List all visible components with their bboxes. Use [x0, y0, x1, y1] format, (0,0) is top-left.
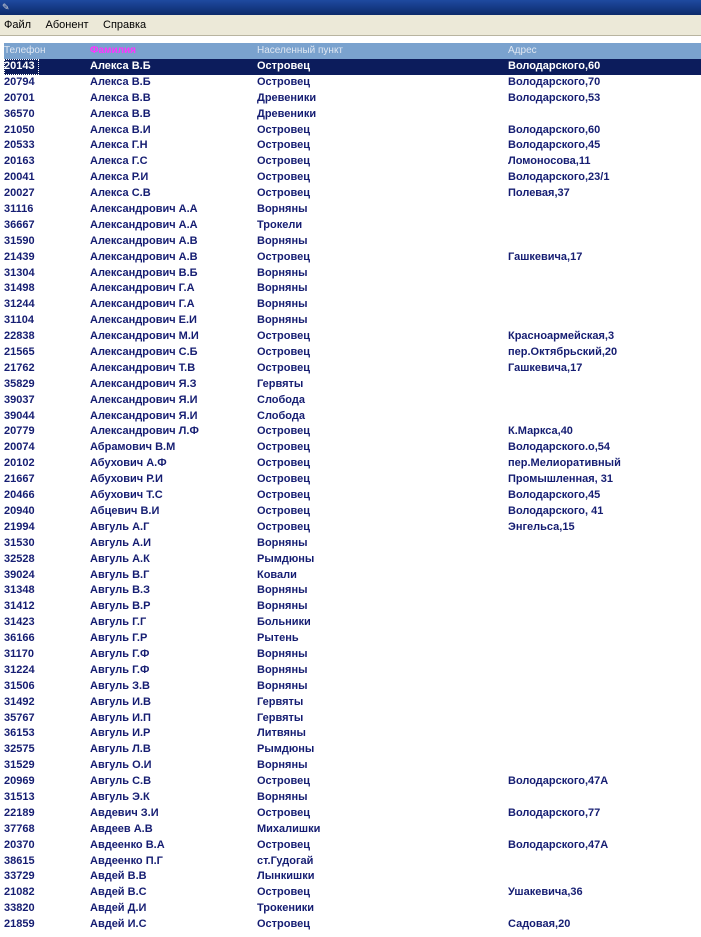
table-row[interactable] — [4, 758, 701, 774]
cell-locality: Трокели — [257, 218, 303, 231]
cell-surname: Алекса В.Б — [90, 60, 151, 72]
table-row[interactable] — [4, 599, 701, 615]
cell-address: Володарского,60 — [508, 60, 601, 72]
menu-bar — [0, 15, 701, 36]
cell-phone: 33820 — [4, 902, 35, 915]
table-row[interactable] — [4, 568, 701, 584]
cell-locality: Гервяты — [257, 695, 304, 708]
cell-locality: Островец — [257, 520, 310, 533]
cell-surname: Абухович Т.С — [90, 489, 163, 502]
table-body — [4, 59, 701, 933]
cell-surname: Александрович Я.З — [90, 377, 197, 390]
cell-locality: ст.Гудогай — [257, 854, 314, 867]
cell-locality: Ворняны — [257, 282, 308, 295]
table-row[interactable] — [4, 679, 701, 695]
table-row[interactable] — [4, 297, 701, 313]
cell-locality: Островец — [257, 60, 310, 72]
table-row[interactable] — [4, 170, 701, 186]
cell-phone: 20163 — [4, 155, 35, 168]
cell-locality: Литвяны — [257, 727, 306, 740]
cell-surname: Александрович Г.А — [90, 282, 195, 295]
table-row[interactable] — [4, 234, 701, 250]
cell-locality: Трокеники — [257, 902, 315, 915]
cell-locality: Ковали — [257, 568, 297, 581]
table-row[interactable] — [4, 726, 701, 742]
cell-surname: Авдей Д.И — [90, 902, 147, 915]
cell-phone: 21439 — [4, 250, 35, 263]
table-row[interactable] — [4, 59, 701, 75]
cell-address: Садовая,20 — [508, 918, 571, 931]
cell-surname: Авгуль И.П — [90, 711, 151, 724]
table-row[interactable] — [4, 615, 701, 631]
cell-surname: Александрович А.В — [90, 234, 198, 247]
table-row[interactable] — [4, 774, 701, 790]
table-row[interactable] — [4, 552, 701, 568]
table-row[interactable] — [4, 154, 701, 170]
cell-surname: Александрович Е.И — [90, 314, 197, 327]
cell-address: Красноармейская,3 — [508, 330, 615, 343]
cell-locality: Древеники — [257, 107, 317, 120]
table-row[interactable] — [4, 695, 701, 711]
cell-address: Володарского,70 — [508, 75, 601, 88]
table-row[interactable] — [4, 313, 701, 329]
cell-address: К.Маркса,40 — [508, 425, 573, 438]
cell-phone: 20533 — [4, 139, 35, 152]
cell-phone: 21082 — [4, 886, 35, 899]
cell-locality: Ворняны — [257, 647, 308, 660]
cell-surname: Алекса В.Б — [90, 75, 151, 88]
cell-address: Володарского,60 — [508, 123, 601, 136]
cell-address: Володарского, 41 — [508, 504, 604, 517]
cell-phone: 31304 — [4, 266, 35, 279]
cell-surname: Алекса Г.С — [90, 155, 148, 168]
cell-phone: 31423 — [4, 616, 35, 629]
table-row[interactable] — [4, 202, 701, 218]
cell-phone: 31244 — [4, 298, 35, 311]
cell-phone: 36166 — [4, 632, 35, 645]
table-row[interactable] — [4, 647, 701, 663]
table-row[interactable] — [4, 504, 701, 520]
cell-surname: Александрович Я.И — [90, 409, 198, 422]
table-row[interactable] — [4, 488, 701, 504]
cell-locality: Островец — [257, 75, 310, 88]
cell-locality: Ворняны — [257, 266, 308, 279]
cell-locality: Ворняны — [257, 536, 308, 549]
cell-address: пер.Октябрьский,20 — [508, 346, 618, 359]
cell-surname: Александрович С.Б — [90, 346, 198, 359]
table-row[interactable] — [4, 901, 701, 917]
cell-address: Володарского,77 — [508, 806, 601, 819]
cell-locality: Островец — [257, 361, 310, 374]
menu-subscriber[interactable]: Абонент — [45, 19, 89, 31]
cell-phone: 20370 — [4, 838, 35, 851]
table-header — [4, 43, 701, 59]
cell-phone: 36570 — [4, 107, 35, 120]
cell-surname: Абцевич В.И — [90, 504, 160, 517]
table-row[interactable] — [4, 123, 701, 139]
column-header-surname[interactable]: Фамилия — [90, 45, 136, 56]
table-row[interactable] — [4, 409, 701, 425]
cell-locality: Ворняны — [257, 203, 308, 216]
table-row[interactable] — [4, 218, 701, 234]
cell-surname: Авгуль О.И — [90, 759, 152, 772]
cell-address: Энгельса,15 — [508, 520, 575, 533]
cell-locality: Островец — [257, 123, 310, 136]
cell-phone: 31412 — [4, 600, 35, 613]
table-row[interactable] — [4, 250, 701, 266]
cell-surname: Авдевич З.И — [90, 806, 159, 819]
table-row[interactable] — [4, 536, 701, 552]
table-row[interactable] — [4, 885, 701, 901]
cell-phone: 20940 — [4, 504, 35, 517]
table-row[interactable] — [4, 424, 701, 440]
cell-surname: Александрович А.В — [90, 250, 198, 263]
cell-address: Ушакевича,36 — [508, 886, 583, 899]
cell-surname: Авгуль З.В — [90, 679, 150, 692]
cell-locality: Рымдюны — [257, 552, 315, 565]
cell-locality: Ворняны — [257, 298, 308, 311]
cell-locality: Слобода — [257, 409, 305, 422]
cell-phone: 31104 — [4, 314, 34, 327]
cell-phone: 37768 — [4, 822, 35, 835]
cell-surname: Авгуль И.Р — [90, 727, 151, 740]
cell-surname: Авгуль Л.В — [90, 743, 151, 756]
cell-surname: Абрамович В.М — [90, 441, 176, 454]
table-row[interactable] — [4, 393, 701, 409]
cell-phone: 20143 — [4, 59, 39, 75]
subscriber-table — [4, 43, 701, 933]
cell-address: Володарского,47А — [508, 838, 609, 851]
cell-surname: Александрович В.Б — [90, 266, 198, 279]
cell-phone: 31506 — [4, 679, 35, 692]
cell-surname: Авгуль Э.К — [90, 790, 150, 803]
cell-locality: Островец — [257, 457, 310, 470]
cell-surname: Александрович Г.А — [90, 298, 195, 311]
cell-address: Володарского,45 — [508, 139, 601, 152]
cell-locality: Островец — [257, 775, 310, 788]
cell-phone: 20102 — [4, 457, 35, 470]
cell-locality: Ворняны — [257, 600, 308, 613]
table-row[interactable] — [4, 138, 701, 154]
cell-surname: Авгуль В.Г — [90, 568, 150, 581]
cell-phone: 21994 — [4, 520, 35, 533]
cell-locality: Островец — [257, 918, 310, 931]
cell-phone: 32575 — [4, 743, 35, 756]
cell-surname: Алекса В.В — [90, 91, 151, 104]
cell-surname: Авгуль Г.Ф — [90, 663, 150, 676]
cell-locality: Островец — [257, 139, 310, 152]
cell-address: Ломоносова,11 — [508, 155, 591, 168]
cell-surname: Авгуль Г.Г — [90, 616, 147, 629]
cell-locality: Больники — [257, 616, 311, 629]
table-row[interactable] — [4, 281, 701, 297]
cell-surname: Авдеенко В.А — [90, 838, 165, 851]
cell-phone: 20794 — [4, 75, 35, 88]
cell-locality: Ворняны — [257, 679, 308, 692]
table-row[interactable] — [4, 456, 701, 472]
cell-phone: 31498 — [4, 282, 35, 295]
cell-locality: Гервяты — [257, 377, 304, 390]
cell-address: Володарского,53 — [508, 91, 601, 104]
cell-phone: 39037 — [4, 393, 35, 406]
table-row[interactable] — [4, 440, 701, 456]
cell-phone: 20027 — [4, 187, 35, 200]
cell-locality: Островец — [257, 187, 310, 200]
menu-help[interactable]: Справка — [103, 19, 147, 31]
cell-locality: Михалишки — [257, 822, 321, 835]
cell-surname: Авгуль А.И — [90, 536, 151, 549]
cell-phone: 31529 — [4, 759, 35, 772]
cell-locality: Островец — [257, 441, 310, 454]
table-row[interactable] — [4, 790, 701, 806]
cell-phone: 33729 — [4, 870, 35, 883]
cell-surname: Авгуль А.К — [90, 552, 150, 565]
column-header-locality[interactable]: Населенный пункт — [257, 45, 344, 56]
cell-locality: Лынкишки — [257, 870, 315, 883]
cell-surname: Алекса В.В — [90, 107, 151, 120]
table-row[interactable] — [4, 806, 701, 822]
table-row[interactable] — [4, 742, 701, 758]
cell-phone: 20779 — [4, 425, 35, 438]
cell-locality: Ворняны — [257, 314, 308, 327]
cell-surname: Авгуль Г.Ф — [90, 647, 150, 660]
cell-address: Володарского,45 — [508, 489, 601, 502]
table-row[interactable] — [4, 869, 701, 885]
cell-surname: Авгуль В.З — [90, 584, 150, 597]
cell-surname: Абухович А.Ф — [90, 457, 167, 470]
cell-surname: Авгуль И.В — [90, 695, 151, 708]
table-row[interactable] — [4, 472, 701, 488]
cell-phone: 20041 — [4, 171, 35, 184]
cell-locality: Островец — [257, 330, 310, 343]
column-header-phone[interactable]: Телефон — [4, 45, 46, 56]
cell-phone: 31530 — [4, 536, 35, 549]
cell-locality: Ворняны — [257, 584, 308, 597]
cell-locality: Ворняны — [257, 663, 308, 676]
cell-surname: Александрович Я.И — [90, 393, 198, 406]
app-icon: ✎ — [2, 2, 10, 12]
table-row[interactable] — [4, 361, 701, 377]
cell-locality: Рымдюны — [257, 743, 315, 756]
cell-locality: Островец — [257, 250, 310, 263]
table-row[interactable] — [4, 822, 701, 838]
cell-surname: Александрович Т.В — [90, 361, 196, 374]
cell-address: Гашкевича,17 — [508, 250, 583, 263]
cell-phone: 31492 — [4, 695, 35, 708]
cell-surname: Авдей В.В — [90, 870, 147, 883]
cell-phone: 31224 — [4, 663, 35, 676]
cell-locality: Островец — [257, 886, 310, 899]
cell-surname: Абухович Р.И — [90, 473, 163, 486]
cell-surname: Авгуль С.В — [90, 775, 152, 788]
cell-address: Полевая,37 — [508, 187, 570, 200]
cell-phone: 31348 — [4, 584, 35, 597]
cell-phone: 21667 — [4, 473, 35, 486]
cell-surname: Авдей И.С — [90, 918, 147, 931]
title-bar — [0, 0, 701, 15]
column-header-address[interactable]: Адрес — [508, 45, 537, 56]
cell-surname: Алекса Г.Н — [90, 139, 148, 152]
cell-surname: Александрович А.А — [90, 218, 198, 231]
table-row[interactable] — [4, 377, 701, 393]
cell-locality: Островец — [257, 171, 310, 184]
cell-locality: Островец — [257, 346, 310, 359]
cell-phone: 21565 — [4, 346, 35, 359]
cell-phone: 39044 — [4, 409, 35, 422]
cell-phone: 20701 — [4, 91, 35, 104]
cell-locality: Островец — [257, 806, 310, 819]
table-row[interactable] — [4, 75, 701, 91]
cell-surname: Александрович М.И — [90, 330, 199, 343]
cell-address: Промышленная, 31 — [508, 473, 614, 486]
cell-surname: Александрович А.А — [90, 203, 198, 216]
table-row[interactable] — [4, 329, 701, 345]
cell-phone: 31590 — [4, 234, 35, 247]
cell-surname: Алекса С.В — [90, 187, 151, 200]
cell-locality: Островец — [257, 425, 310, 438]
cell-phone: 38615 — [4, 854, 35, 867]
cell-locality: Слобода — [257, 393, 305, 406]
table-row[interactable] — [4, 107, 701, 123]
cell-surname: Авдеев А.В — [90, 822, 153, 835]
cell-locality: Гервяты — [257, 711, 304, 724]
cell-phone: 22838 — [4, 330, 35, 343]
cell-address: Володарского.о,54 — [508, 441, 611, 454]
cell-locality: Островец — [257, 155, 310, 168]
cell-phone: 36667 — [4, 218, 35, 231]
table-row[interactable] — [4, 838, 701, 854]
cell-surname: Алекса Р.И — [90, 171, 149, 184]
cell-locality: Островец — [257, 504, 310, 517]
cell-surname: Алекса В.И — [90, 123, 151, 136]
cell-locality: Островец — [257, 489, 310, 502]
cell-locality: Ворняны — [257, 234, 308, 247]
menu-file[interactable]: Файл — [4, 19, 32, 31]
cell-locality: Ворняны — [257, 759, 308, 772]
table-row[interactable] — [4, 631, 701, 647]
cell-address: Гашкевича,17 — [508, 361, 583, 374]
cell-phone: 39024 — [4, 568, 35, 581]
cell-phone: 31116 — [4, 203, 34, 216]
cell-address: пер.Мелиоративный — [508, 457, 621, 470]
table-row[interactable] — [4, 91, 701, 107]
cell-address: Володарского,47А — [508, 775, 609, 788]
cell-phone: 32528 — [4, 552, 35, 565]
table-row[interactable] — [4, 583, 701, 599]
cell-phone: 20074 — [4, 441, 35, 454]
cell-locality: Островец — [257, 838, 310, 851]
table-row[interactable] — [4, 917, 701, 933]
cell-phone: 21859 — [4, 918, 35, 931]
cell-phone: 36153 — [4, 727, 35, 740]
table-row[interactable] — [4, 345, 701, 361]
cell-phone: 20466 — [4, 489, 35, 502]
cell-phone: 20969 — [4, 775, 35, 788]
cell-phone: 31170 — [4, 647, 34, 660]
table-row[interactable] — [4, 663, 701, 679]
table-row[interactable] — [4, 711, 701, 727]
cell-locality: Рытень — [257, 632, 299, 645]
cell-surname: Авгуль А.Г — [90, 520, 150, 533]
cell-phone: 22189 — [4, 806, 35, 819]
cell-locality: Островец — [257, 473, 310, 486]
table-row[interactable] — [4, 266, 701, 282]
cell-surname: Авдей В.С — [90, 886, 147, 899]
table-row[interactable] — [4, 854, 701, 870]
cell-address: Володарского,23/1 — [508, 171, 610, 184]
cell-locality: Древеники — [257, 91, 317, 104]
cell-surname: Авгуль В.Р — [90, 600, 151, 613]
cell-phone: 35829 — [4, 377, 35, 390]
cell-surname: Авдеенко П.Г — [90, 854, 163, 867]
cell-surname: Александрович Л.Ф — [90, 425, 199, 438]
table-row[interactable] — [4, 186, 701, 202]
cell-phone: 31513 — [4, 790, 35, 803]
cell-phone: 21050 — [4, 123, 35, 136]
cell-locality: Ворняны — [257, 790, 308, 803]
cell-phone: 35767 — [4, 711, 35, 724]
table-row[interactable] — [4, 520, 701, 536]
cell-surname: Авгуль Г.Р — [90, 632, 148, 645]
cell-phone: 21762 — [4, 361, 35, 374]
